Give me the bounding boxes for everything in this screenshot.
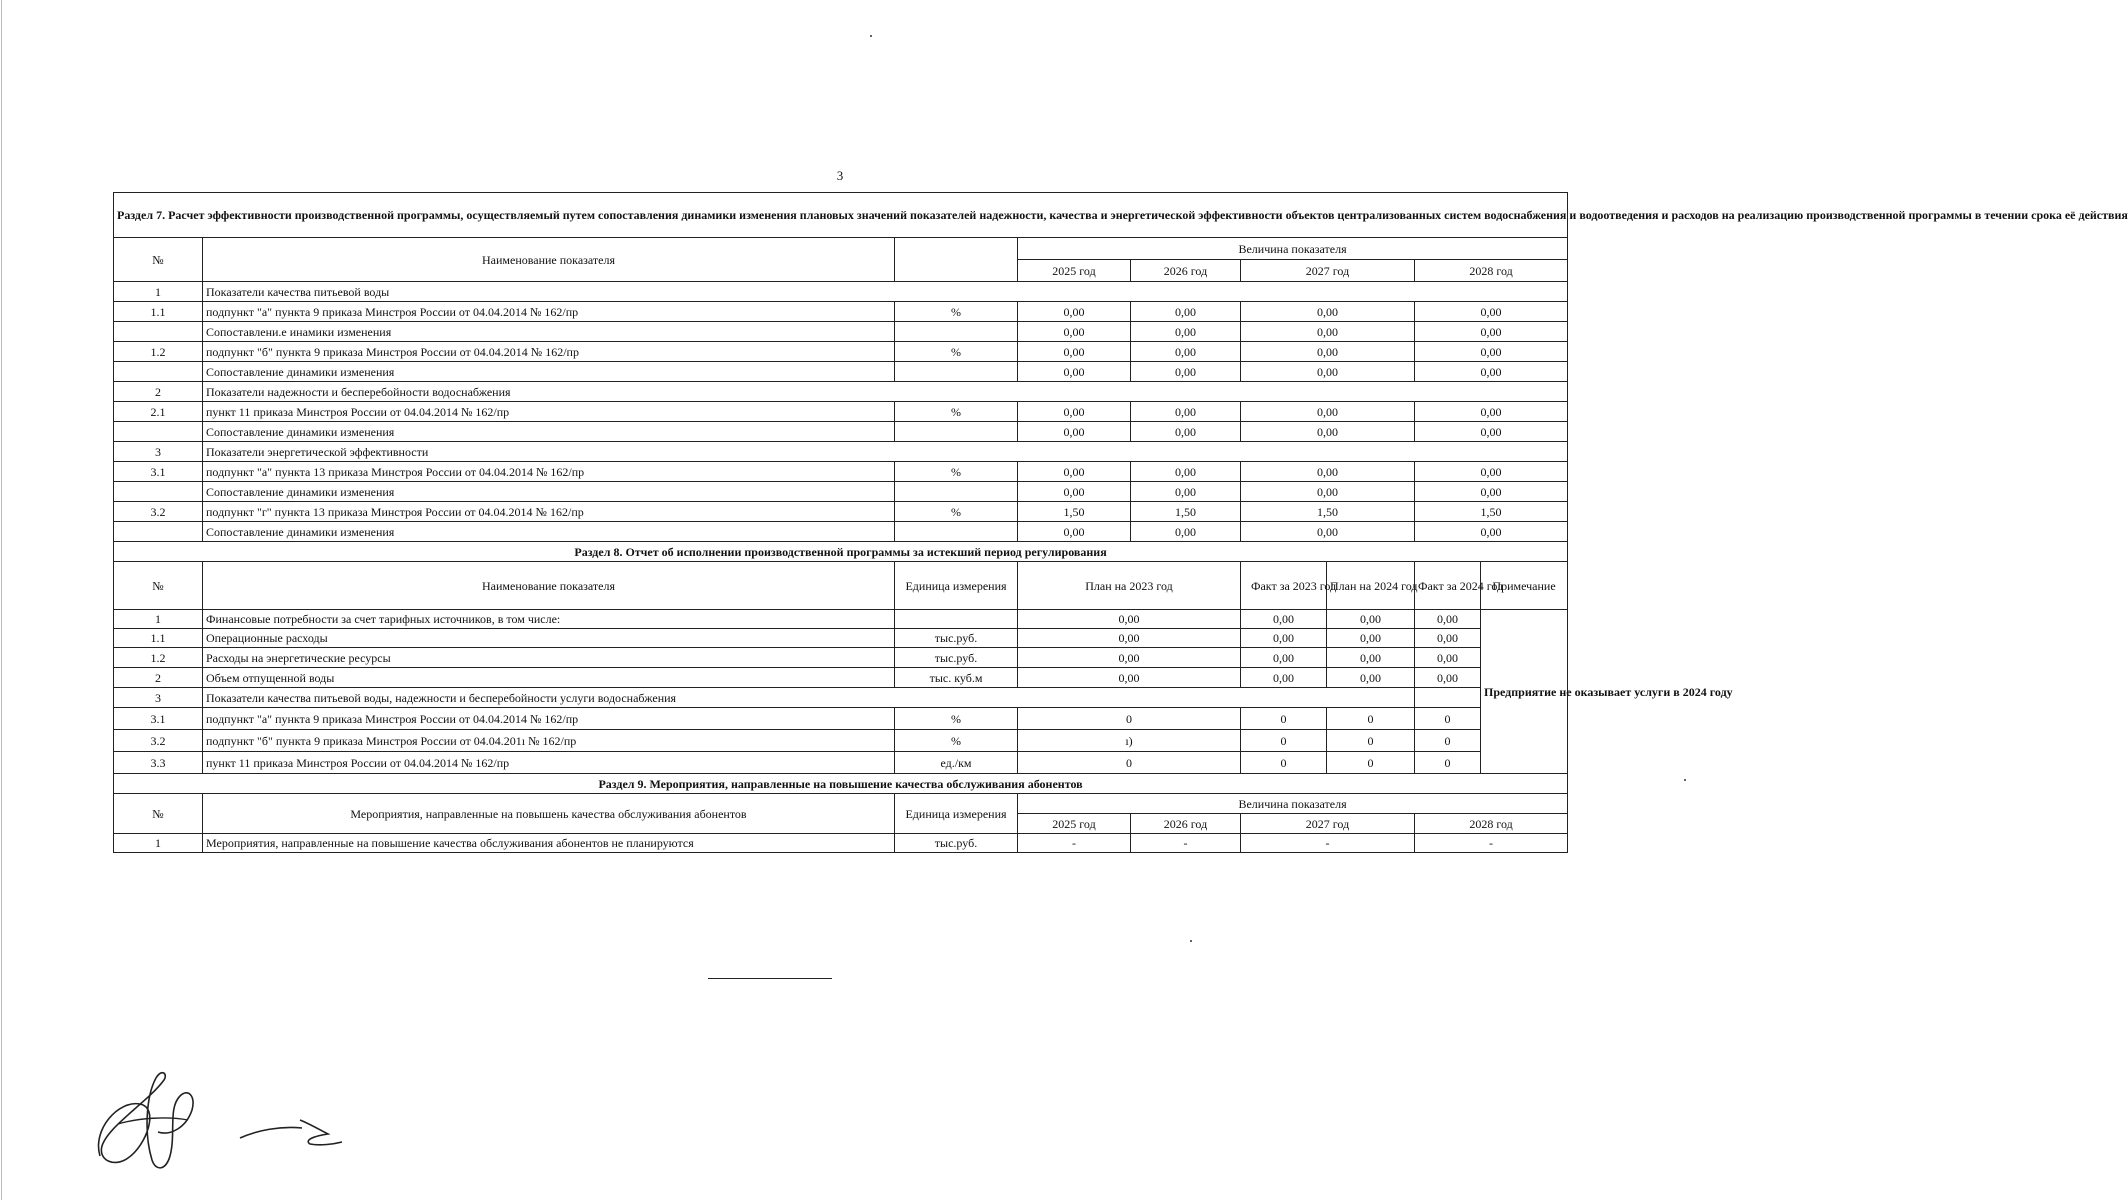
row-unit bbox=[895, 522, 1018, 542]
row-value: 0,00 bbox=[1018, 402, 1131, 422]
row-value: 0 bbox=[1241, 708, 1327, 730]
row-unit: % bbox=[895, 502, 1018, 522]
header-year: 2025 год bbox=[1018, 260, 1131, 282]
row-value: 0,00 bbox=[1018, 422, 1131, 442]
row-value: 0,00 bbox=[1241, 462, 1415, 482]
row-value: 0,00 bbox=[1018, 302, 1131, 322]
section7-data-row bbox=[114, 282, 1568, 302]
row-num: 1 bbox=[114, 834, 203, 853]
row-value: 0,00 bbox=[1131, 522, 1241, 542]
header-plan-2023: План на 2023 год bbox=[1018, 562, 1241, 610]
row-value: 0,00 bbox=[1131, 322, 1241, 342]
row-num: 1.2 bbox=[114, 648, 203, 668]
row-value: 0 bbox=[1327, 730, 1415, 752]
section7-data-row bbox=[114, 382, 1568, 402]
header-name: Мероприятия, направленные на повышень качества обслуживания абонентов bbox=[203, 794, 895, 834]
row-num: 2 bbox=[114, 668, 203, 688]
header-plan-2024: План на 2024 год bbox=[1327, 562, 1415, 610]
row-name: пункт 11 приказа Минстроя России от 04.04.2014 № 162/пр bbox=[203, 402, 895, 422]
row-value: 0,00 bbox=[1241, 629, 1327, 648]
row-name: Сопоставление динамики изменения bbox=[203, 482, 895, 502]
row-value: 0,00 bbox=[1415, 629, 1481, 648]
row-value: 0,00 bbox=[1241, 668, 1327, 688]
section9-title-row bbox=[114, 774, 1568, 794]
scan-speck bbox=[870, 35, 872, 37]
row-name: Объем отпущенной воды bbox=[203, 668, 895, 688]
row-unit: ед./км bbox=[895, 752, 1018, 774]
section7-data-row bbox=[114, 462, 1568, 482]
row-value: - bbox=[1131, 834, 1241, 853]
section7-data-row bbox=[114, 522, 1568, 542]
row-name: подпункт "б" пункта 9 приказа Минстроя России от 04.04.201ı № 162/пр bbox=[203, 730, 895, 752]
row-num: 3.2 bbox=[114, 730, 203, 752]
row-value: 1,50 bbox=[1131, 502, 1241, 522]
header-unit: Единица измерения bbox=[895, 794, 1018, 834]
row-group-name: Показатели качества питьевой воды bbox=[203, 282, 1568, 302]
section7-title-row bbox=[114, 193, 1568, 238]
row-value: 0,00 bbox=[1415, 462, 1568, 482]
closing-rule bbox=[708, 978, 832, 979]
row-value: 0,00 bbox=[1241, 402, 1415, 422]
row-value: 0,00 bbox=[1241, 522, 1415, 542]
row-value: 0,00 bbox=[1018, 322, 1131, 342]
row-num bbox=[114, 422, 203, 442]
row-value: 0,00 bbox=[1018, 668, 1241, 688]
row-group-name: Показатели надежности и бесперебойности водоснабжения bbox=[203, 382, 1568, 402]
header-fact-2023: Факт за 2023 год bbox=[1241, 562, 1327, 610]
page-number: 3 bbox=[836, 168, 844, 183]
row-value: 0,00 bbox=[1018, 482, 1131, 502]
row-value: 0,00 bbox=[1415, 422, 1568, 442]
row-num: 2.1 bbox=[114, 402, 203, 422]
header-name: Наименование показателя bbox=[203, 562, 895, 610]
section8-data-row bbox=[114, 708, 1568, 730]
row-name: Сопоставление динамики изменения bbox=[203, 362, 895, 382]
row-value: 0 bbox=[1018, 708, 1241, 730]
row-unit: % bbox=[895, 708, 1018, 730]
row-value: 0,00 bbox=[1241, 482, 1415, 502]
row-value: 0,00 bbox=[1018, 362, 1131, 382]
section7-data-row bbox=[114, 362, 1568, 382]
row-num: 1.1 bbox=[114, 302, 203, 322]
row-value: 0 bbox=[1327, 708, 1415, 730]
section9-data-row bbox=[114, 834, 1568, 853]
row-value: 0,00 bbox=[1415, 668, 1481, 688]
row-group-name: Показатели качества питьевой воды, надежности и бесперебойности услуги водоснабжения bbox=[203, 688, 1415, 708]
row-value: 0,00 bbox=[1131, 482, 1241, 502]
row-value: 0,00 bbox=[1327, 648, 1415, 668]
row-name: подпункт "а" пункта 9 приказа Минстроя России от 04.04.2014 № 162/пр bbox=[203, 708, 895, 730]
row-name: Операционные расходы bbox=[203, 629, 895, 648]
row-num bbox=[114, 362, 203, 382]
row-value: 0 bbox=[1018, 752, 1241, 774]
row-value: 1,50 bbox=[1415, 502, 1568, 522]
section7-data-row bbox=[114, 482, 1568, 502]
row-value: 0,00 bbox=[1131, 402, 1241, 422]
header-year: 2028 год bbox=[1415, 260, 1568, 282]
row-value: 0,00 bbox=[1131, 342, 1241, 362]
scan-speck bbox=[1190, 940, 1192, 942]
row-value: 0,00 bbox=[1018, 610, 1241, 629]
row-num bbox=[114, 482, 203, 502]
header-value-group: Величина показателя bbox=[1018, 238, 1568, 260]
row-value: 0,00 bbox=[1241, 342, 1415, 362]
row-value: 0,00 bbox=[1018, 648, 1241, 668]
handwritten-signature bbox=[88, 1060, 360, 1188]
row-value: 0,00 bbox=[1241, 610, 1327, 629]
row-unit bbox=[895, 422, 1018, 442]
header-fact-2024: Факт за 2024 год bbox=[1415, 562, 1481, 610]
row-unit: % bbox=[895, 342, 1018, 362]
row-num: 3.2 bbox=[114, 502, 203, 522]
header-num: № bbox=[114, 238, 203, 282]
row-num: 1 bbox=[114, 282, 203, 302]
row-value: 0,00 bbox=[1415, 648, 1481, 668]
row-unit: % bbox=[895, 730, 1018, 752]
row-value: 0,00 bbox=[1241, 302, 1415, 322]
scan-margin-line bbox=[1, 0, 2, 1200]
section7-data-row bbox=[114, 322, 1568, 342]
row-value: 0 bbox=[1327, 752, 1415, 774]
header-year: 2027 год bbox=[1241, 814, 1415, 834]
row-value: 0,00 bbox=[1241, 648, 1327, 668]
section8-data-row bbox=[114, 668, 1568, 688]
report-table bbox=[113, 192, 2128, 853]
report-table-body bbox=[114, 193, 2128, 853]
header-year: 2026 год bbox=[1131, 260, 1241, 282]
row-value: 0,00 bbox=[1415, 302, 1568, 322]
row-unit: тыс.руб. bbox=[895, 648, 1018, 668]
row-num: 3.3 bbox=[114, 752, 203, 774]
header-unit: Единица измерения bbox=[895, 562, 1018, 610]
row-value: 1,50 bbox=[1018, 502, 1131, 522]
row-name: Финансовые потребности за счет тарифных источников, в том числе: bbox=[203, 610, 895, 629]
row-value: 0,00 bbox=[1415, 342, 1568, 362]
row-name: Сопоставление динамики изменения bbox=[203, 522, 895, 542]
row-value: 0,00 bbox=[1018, 522, 1131, 542]
row-value: 0,00 bbox=[1415, 610, 1481, 629]
row-value: 0,00 bbox=[1415, 482, 1568, 502]
row-num: 3 bbox=[114, 442, 203, 462]
row-value: - bbox=[1241, 834, 1415, 853]
section8-title-row bbox=[114, 542, 1568, 562]
row-value: 0,00 bbox=[1241, 422, 1415, 442]
row-num: 2 bbox=[114, 382, 203, 402]
section9-title: Раздел 9. Мероприятия, направленные на повышение качества обслуживания абонентов bbox=[114, 774, 1568, 794]
row-value: - bbox=[1415, 834, 1568, 853]
row-value: 0,00 bbox=[1327, 668, 1415, 688]
row-value: 0 bbox=[1415, 752, 1481, 774]
row-unit bbox=[895, 362, 1018, 382]
row-num: 1.2 bbox=[114, 342, 203, 362]
note-text: Предприятие не оказывает услуги в 2024 году bbox=[1481, 610, 1568, 774]
section8-header-row bbox=[114, 562, 1568, 610]
row-unit: тыс.руб. bbox=[895, 834, 1018, 853]
header-value-group: Величина показателя bbox=[1018, 794, 1568, 814]
section9-header-row bbox=[114, 794, 1568, 814]
header-num: № bbox=[114, 562, 203, 610]
row-name: подпункт "а" пункта 9 приказа Минстроя России от 04.04.2014 № 162/пр bbox=[203, 302, 895, 322]
header-year: 2026 год bbox=[1131, 814, 1241, 834]
row-value: 0,00 bbox=[1131, 362, 1241, 382]
row-unit: тыс.руб. bbox=[895, 629, 1018, 648]
header-year: 2025 год bbox=[1018, 814, 1131, 834]
section8-data-row bbox=[114, 730, 1568, 752]
row-name: Сопоставление динамики изменения bbox=[203, 422, 895, 442]
section8-data-row bbox=[114, 688, 1568, 708]
row-value: 0,00 bbox=[1018, 462, 1131, 482]
row-num: 1 bbox=[114, 610, 203, 629]
row-num: 1.1 bbox=[114, 629, 203, 648]
header-note: Примечание bbox=[1481, 562, 1568, 610]
row-unit: тыс. куб.м bbox=[895, 668, 1018, 688]
section7-data-row bbox=[114, 422, 1568, 442]
section7-data-row bbox=[114, 302, 1568, 322]
row-unit bbox=[895, 322, 1018, 342]
row-unit: % bbox=[895, 302, 1018, 322]
section8-data-row bbox=[114, 752, 1568, 774]
header-year: 2027 год bbox=[1241, 260, 1415, 282]
row-value: 0,00 bbox=[1415, 522, 1568, 542]
row-unit bbox=[895, 610, 1018, 629]
scan-speck bbox=[1684, 779, 1686, 781]
row-value: 1,50 bbox=[1241, 502, 1415, 522]
row-name: подпункт "б" пункта 9 приказа Минстроя России от 04.04.2014 № 162/пр bbox=[203, 342, 895, 362]
row-value: - bbox=[1018, 834, 1131, 853]
row-name: Мероприятия, направленные на повышение качества обслуживания абонентов не планируются bbox=[203, 834, 895, 853]
row-value: 0,00 bbox=[1415, 322, 1568, 342]
row-unit: % bbox=[895, 402, 1018, 422]
section8-title: Раздел 8. Отчет об исполнении производственной программы за истекший период регулирования bbox=[114, 542, 1568, 562]
row-value: 0,00 bbox=[1241, 362, 1415, 382]
row-name: Сопоставлени.е инамики изменения bbox=[203, 322, 895, 342]
row-value: 0 bbox=[1415, 730, 1481, 752]
row-value: 0,00 bbox=[1415, 402, 1568, 422]
row-num bbox=[114, 522, 203, 542]
row-value: 0,00 bbox=[1018, 342, 1131, 362]
section8-data-row bbox=[114, 610, 1568, 629]
section7-data-row bbox=[114, 442, 1568, 462]
row-name: подпункт "г" пункта 13 приказа Минстроя России от 04.04.2014 № 162/пр bbox=[203, 502, 895, 522]
row-value: 0,00 bbox=[1415, 362, 1568, 382]
section8-data-row bbox=[114, 648, 1568, 668]
section8-data-row bbox=[114, 629, 1568, 648]
section7-title: Раздел 7. Расчет эффективности производственной программы, осуществляемый путем сопоставления динамики изменения плановых значений показателей надежности, качества и энергетической эффективности объектов централизованных систем водоснабжения и водоотведения и расходов на реализацию производственной программы в течении срока её действия bbox=[114, 193, 1568, 238]
row-value: 0,00 bbox=[1018, 629, 1241, 648]
row-value: 0,00 bbox=[1131, 302, 1241, 322]
row-num: 3.1 bbox=[114, 462, 203, 482]
header-num: № bbox=[114, 794, 203, 834]
row-value: 0,00 bbox=[1131, 422, 1241, 442]
row-unit bbox=[895, 482, 1018, 502]
row-value: 0,00 bbox=[1327, 610, 1415, 629]
row-num bbox=[114, 322, 203, 342]
section7-data-row bbox=[114, 342, 1568, 362]
row-value: 0,00 bbox=[1131, 462, 1241, 482]
row-value: 0,00 bbox=[1241, 322, 1415, 342]
section7-data-row bbox=[114, 402, 1568, 422]
row-name: подпункт "а" пункта 13 приказа Минстроя России от 04.04.2014 № 162/пр bbox=[203, 462, 895, 482]
section7-header-row bbox=[114, 238, 1568, 260]
row-value: 0 bbox=[1241, 730, 1327, 752]
row-unit: % bbox=[895, 462, 1018, 482]
row-value: 0 bbox=[1415, 708, 1481, 730]
row-name: пункт 11 приказа Минстроя России от 04.04.2014 № 162/пр bbox=[203, 752, 895, 774]
row-value: 0 bbox=[1241, 752, 1327, 774]
header-name: Наименование показателя bbox=[203, 238, 895, 282]
section7-data-row bbox=[114, 502, 1568, 522]
header-year: 2028 год bbox=[1415, 814, 1568, 834]
row-group-name: Показатели энергетической эффективности bbox=[203, 442, 1568, 462]
row-value: ı) bbox=[1018, 730, 1241, 752]
header-unit bbox=[895, 238, 1018, 282]
row-num: 3 bbox=[114, 688, 203, 708]
row-value: 0,00 bbox=[1327, 629, 1415, 648]
row-num: 3.1 bbox=[114, 708, 203, 730]
row-name: Расходы на энергетические ресурсы bbox=[203, 648, 895, 668]
